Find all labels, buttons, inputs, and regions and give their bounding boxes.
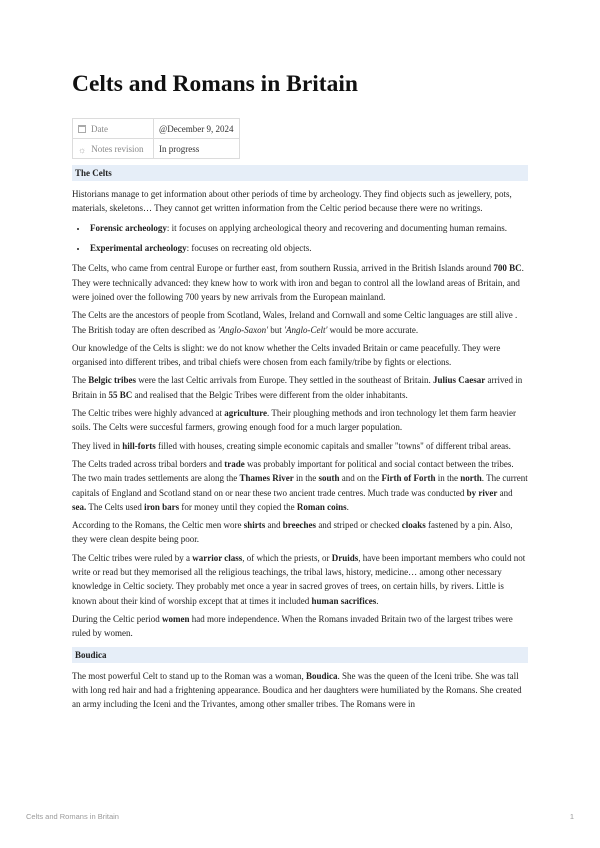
paragraph: According to the Romans, the Celtic men wore shirts and breeches and striped or checked cloaks fastened by a pin. Also, they were clean despite being poor. bbox=[72, 520, 513, 545]
page-footer bbox=[26, 812, 574, 821]
paragraph: The Celts traded across tribal borders and trade was probably important for political and social contact between the tribes. The two main trades settlements are along the Thames River in the south and on the Firth of Forth in the north. The current capitals of England and Scotland stand on or near these two ancient trade centres. Much trade was conducted by river and sea. The Celts used iron bars for money until they copied the Roman coins. bbox=[72, 458, 528, 512]
bold-term: Experimental archeology bbox=[90, 243, 187, 254]
calendar-icon bbox=[78, 125, 86, 133]
property-row-date bbox=[73, 119, 240, 139]
list-item bbox=[88, 221, 528, 235]
gear-icon: ☼ bbox=[78, 144, 87, 155]
paragraph: The Belgic tribes were the last Celtic arrivals from Europe. They settled in the southeast of Britain. Julius Caesar arrived in Britain in 55 BC and realised that the Belgic Tribes were different from the older inhabitants. bbox=[72, 375, 523, 400]
paragraph: Our knowledge of the Celts is slight: we do not know whether the Celts invaded Britain or came peacefully. They were organised into different tribes, and tribal chiefs were chosen from each family/tribe by fights or elections. bbox=[72, 342, 501, 368]
property-key-label: Date bbox=[91, 123, 108, 134]
paragraph: During the Celtic period women had more independence. When the Romans invaded Britain two of the largest tribes were ruled by women. bbox=[72, 613, 513, 639]
page-number: 1 bbox=[569, 812, 574, 821]
paragraph: The Celtic tribes were highly advanced at agriculture. Their ploughing methods and iron technology let them farm heavier soils. The Celts were succesful farmers, growing enough food for a much larger population. bbox=[72, 408, 517, 433]
property-row-notes-revision bbox=[73, 139, 240, 159]
document-page bbox=[72, 70, 528, 715]
section-heading-celts: The Celts bbox=[72, 165, 528, 181]
list-item bbox=[88, 241, 528, 255]
paragraph: Historians manage to get information about other periods of time by archeology. They find objects such as jewellery, pots, materials, skeletons… They cannot get written information from the Celtic period because there were no writings. bbox=[72, 189, 512, 214]
property-value[interactable]: In progress bbox=[154, 139, 240, 159]
list-item-text: : focuses on recreating old objects. bbox=[186, 243, 312, 254]
property-key bbox=[73, 139, 154, 159]
paragraph: They lived in hill-forts filled with houses, creating simple economic capitals and smaller "towns" of different tribal areas. bbox=[72, 440, 511, 451]
property-key-label: Notes revision bbox=[91, 143, 144, 154]
bullet-list bbox=[72, 221, 528, 256]
paragraph: The Celts, who came from central Europe or further east, from southern Russia, arrived in the British Islands around 700 BC. They were technically advanced: they knew how to work with iron and began to control all the lowland areas of Britain, and were joined over the following 700 years by new arrivals from the European mainland. bbox=[72, 263, 524, 302]
paragraph: The Celtic tribes were ruled by a warrior class, of which the priests, or Druids, have been important members who could not write or read but they memorised all the religious teachings, the tribal laws, history, medicine… among other necessary knowledge in Celtic society. They probably met once a year in sacred groves of trees, on certain hills, by rivers. Little is known about their kind of worship except that at times it included human sacrifices. bbox=[72, 552, 526, 606]
footer-title: Celts and Romans in Britain bbox=[26, 812, 119, 821]
properties-table bbox=[72, 118, 240, 159]
list-item-text: : it focuses on applying archeological theory and recovering and documenting human remains. bbox=[166, 222, 508, 233]
property-key bbox=[73, 119, 154, 139]
paragraph: The Celts are the ancestors of people from Scotland, Wales, Ireland and Cornwall and some Celtic languages are still alive . The British today are often described as 'Anglo-Saxon' but 'Anglo-Celt' would be more accurate. bbox=[72, 310, 518, 335]
paragraph: The most powerful Celt to stand up to the Roman was a woman, Boudica. She was the queen of the Iceni tribe. She was tall with long red hair and had a frightening appearance. Boudica and her daughters were humiliated by the Romans. She created an army including the Iceni and the Trivantes, among other smaller tribes. The Romans were in bbox=[72, 670, 522, 710]
section-heading-boudica: Boudica bbox=[72, 647, 528, 663]
bold-term: Forensic archeology bbox=[90, 222, 167, 233]
property-value[interactable]: @December 9, 2024 bbox=[154, 119, 240, 139]
page-title: Celts and Romans in Britain bbox=[72, 71, 358, 97]
